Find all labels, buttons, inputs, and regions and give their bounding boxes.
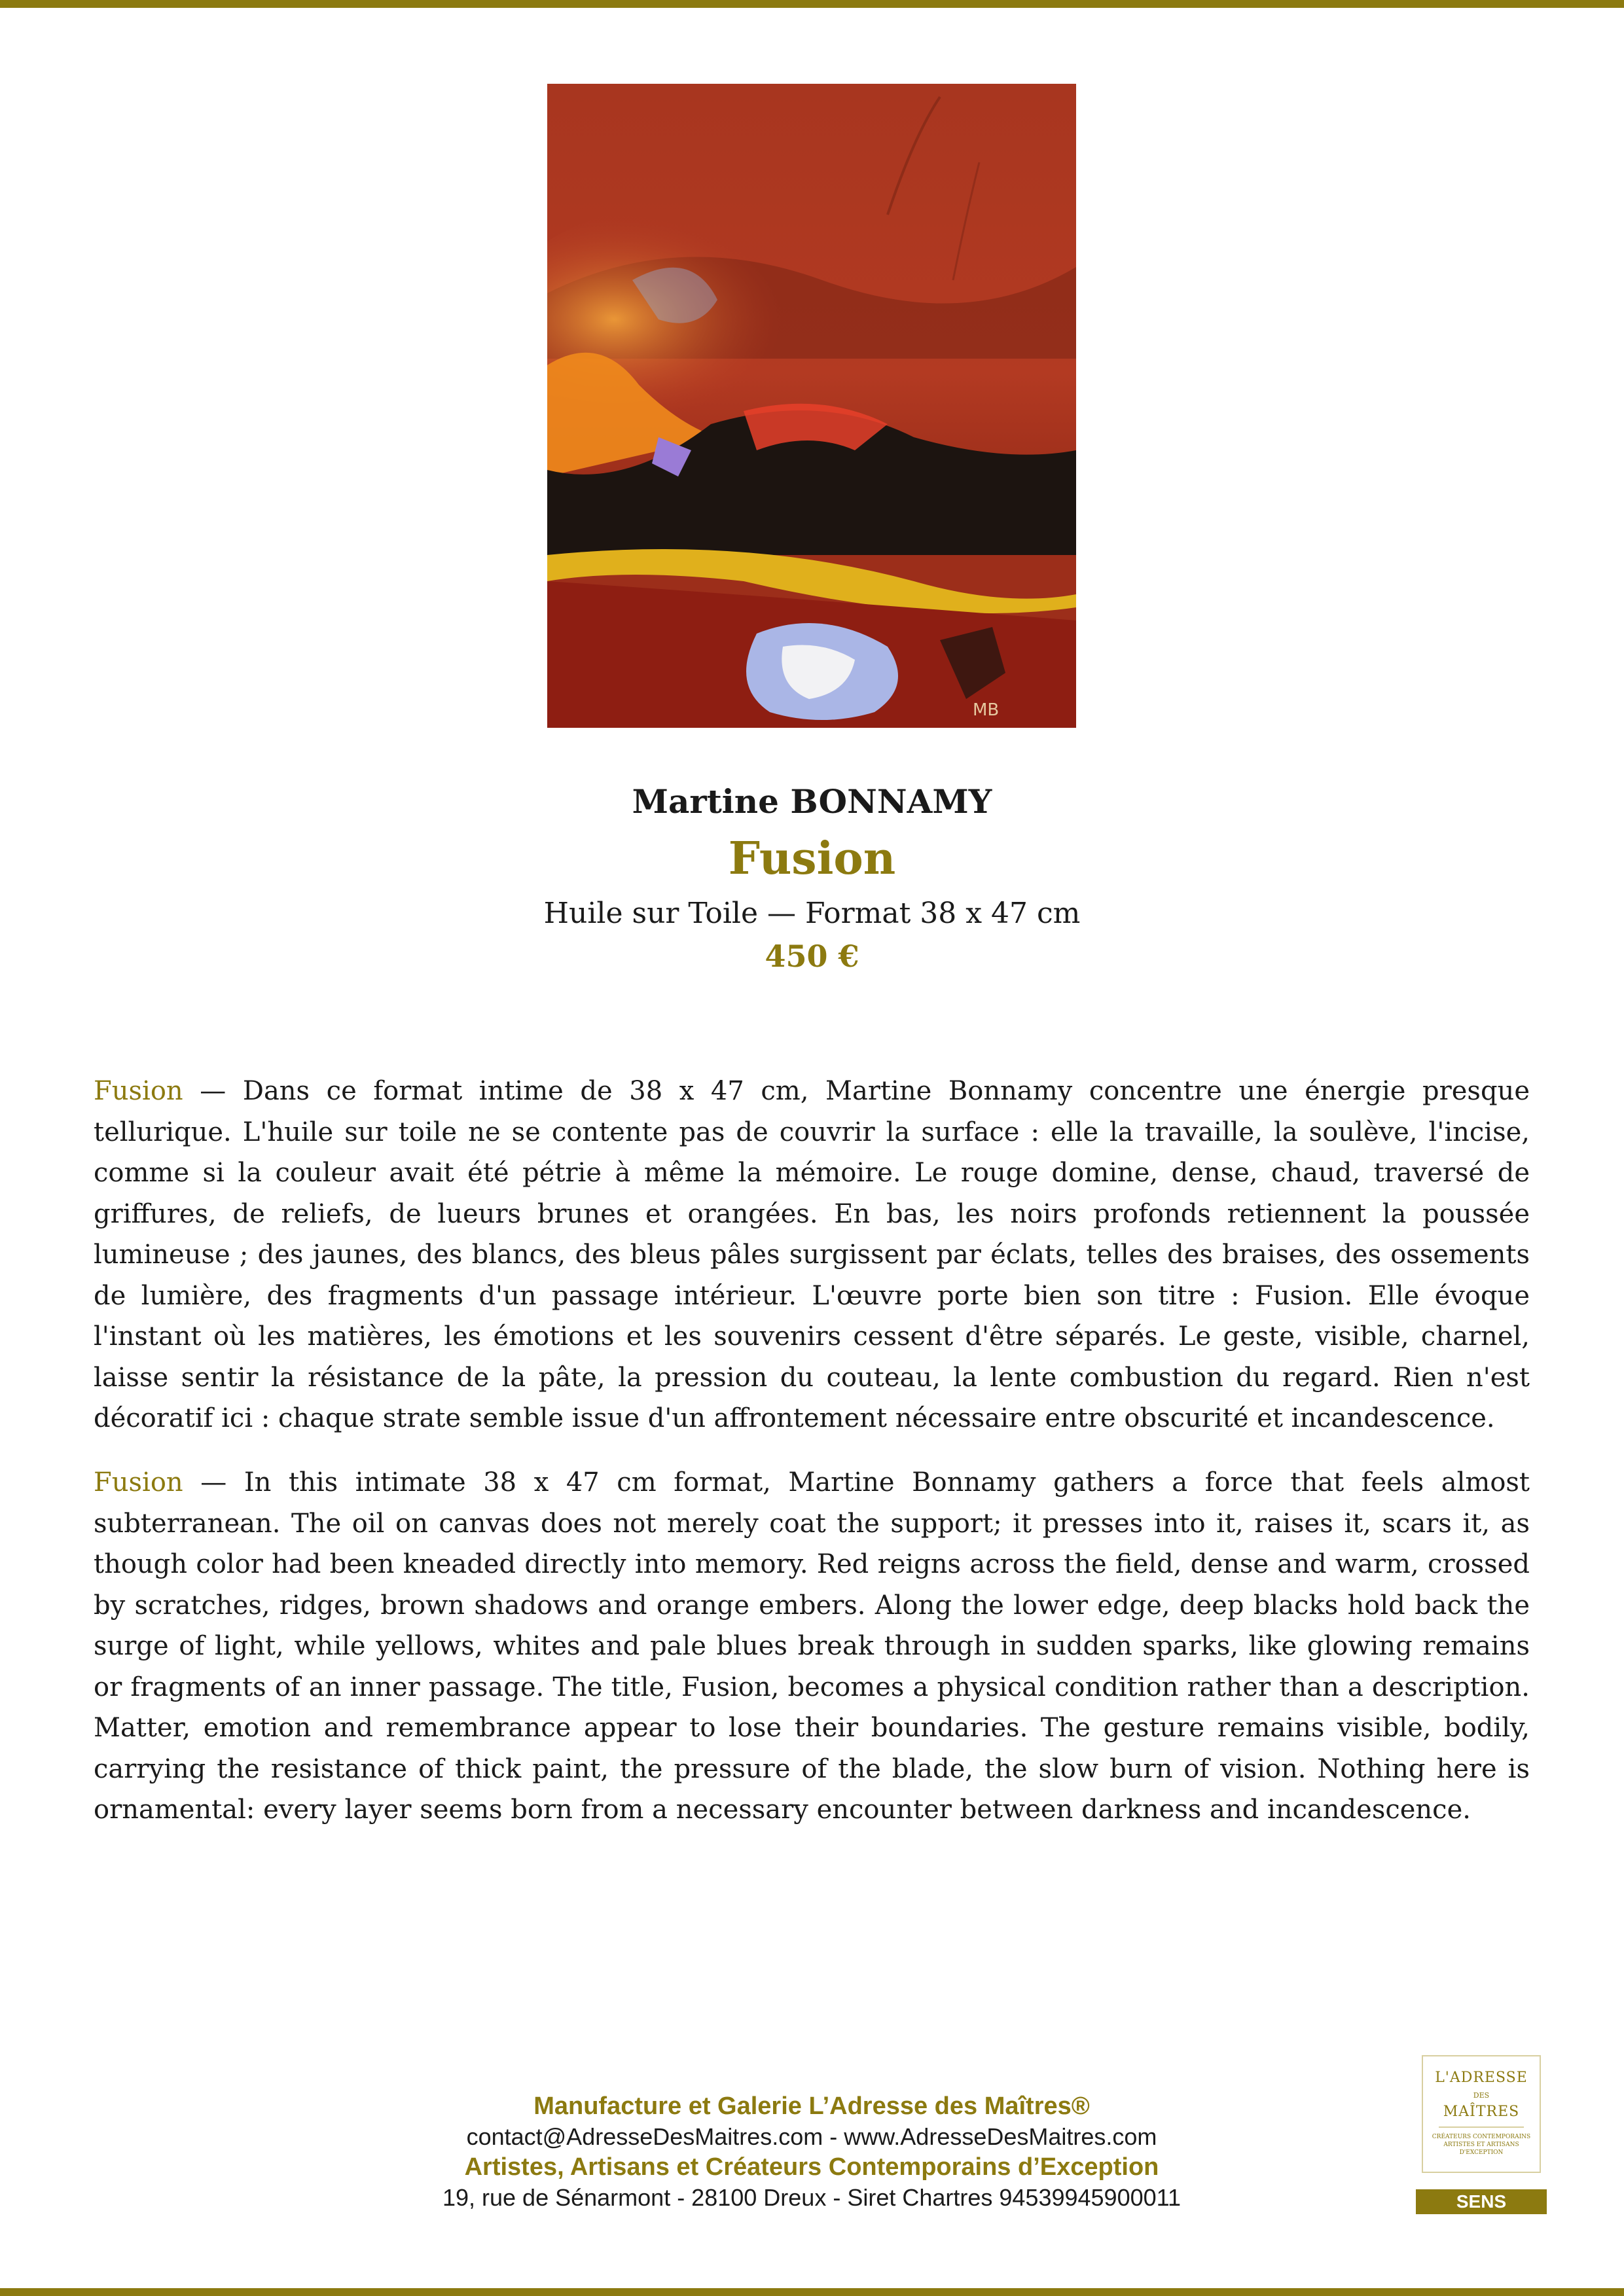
description-fr-lead: Fusion bbox=[94, 1076, 183, 1106]
footer-tagline: Artistes, Artisans et Créateurs Contemporains d’Exception bbox=[464, 2153, 1159, 2181]
bottom-border bbox=[0, 2288, 1624, 2296]
painting-signature: MB bbox=[973, 700, 1000, 720]
description-en-body: — In this intimate 38 x 47 cm format, Martine Bonnamy gathers a force that feels almost subterranean. The oil on canvas does not merely coat the support; it presses into it, raises it, scars it, as though color had been kneaded directly into memory. Red reigns across the field, dense and warm, crossed by scratches, ridges, brown shadows and orange embers. Along the lower edge, deep blacks hold back the surge of light, while yellows, whites and pale blues break through in sudden sparks, like glowing remains or fragments of an inner passage. The title, Fusion, becomes a physical condition rather than a description. Matter, emotion and remembrance appear to lose their boundaries. The gesture remains visible, bodily, carrying the resistance of thick paint, the pressure of the blade, the slow burn of vision. Nothing here is ornamental: every layer seems born from a necessary encounter between darkness and incandescence. bbox=[94, 1467, 1530, 1825]
logo-line-3: MAÎTRES bbox=[1443, 2104, 1520, 2120]
artwork-price: 450 € bbox=[765, 939, 859, 974]
description-en-lead: Fusion bbox=[94, 1467, 183, 1498]
description-fr-body: — Dans ce format intime de 38 x 47 cm, Martine Bonnamy concentre une énergie presque tellurique. L'huile sur toile ne se contente pas de couvrir la surface : elle la travaille, la soulève, l'incise, comme si la couleur avait été pétrie à même la mémoire. Le rouge domine, dense, chaud, traversé de griffures, de reliefs, de lueurs brunes et orangées. En bas, les noirs profonds retiennent la poussée lumineuse ; des jaunes, des blancs, des bleus pâles surgissent par éclats, telles des braises, des ossements de lumière, des fragments d'un passage intérieur. L'œuvre porte bien son titre : Fusion. Elle évoque l'instant où les matières, les émotions et les souvenirs cessent d'être séparés. Le geste, visible, charnel, laisse sentir la résistance de la pâte, la pression du couteau, la lente combustion du regard. Rien n'est décoratif ici : chaque strate semble issue d'un affrontement nécessaire entre obscurité et incandescence. bbox=[94, 1076, 1530, 1433]
footer-address: 19, rue de Sénarmont - 28100 Dreux - Siret Chartres 94539945900011 bbox=[442, 2184, 1182, 2211]
painting-canvas bbox=[547, 84, 1076, 728]
logo-line-2: DES bbox=[1473, 2091, 1490, 2100]
logo-line-1: L'ADRESSE bbox=[1435, 2070, 1528, 2086]
footer-contact: contact@AdresseDesMaitres.com - www.AdresseDesMaitres.com bbox=[466, 2123, 1157, 2150]
artist-name: Martine BONNAMY bbox=[632, 782, 992, 821]
logo-line-4: CRÉATEURS CONTEMPORAINS ARTISTES ET ARTISANS D'EXCEPTION bbox=[1432, 2134, 1531, 2156]
description-fr bbox=[94, 1071, 1530, 1439]
top-border bbox=[0, 0, 1624, 8]
sens-badge: SENS bbox=[1416, 2189, 1547, 2214]
gallery-logo bbox=[1422, 2055, 1541, 2173]
description-en bbox=[94, 1462, 1530, 1831]
footer-gallery-name: Manufacture et Galerie L’Adresse des Maîtres® bbox=[533, 2092, 1090, 2120]
logo-divider bbox=[1439, 2126, 1524, 2128]
footer bbox=[327, 2091, 1296, 2213]
artwork-title: Fusion bbox=[728, 833, 896, 885]
artwork-medium: Huile sur Toile — Format 38 x 47 cm bbox=[543, 897, 1081, 930]
painting-image bbox=[547, 84, 1076, 728]
